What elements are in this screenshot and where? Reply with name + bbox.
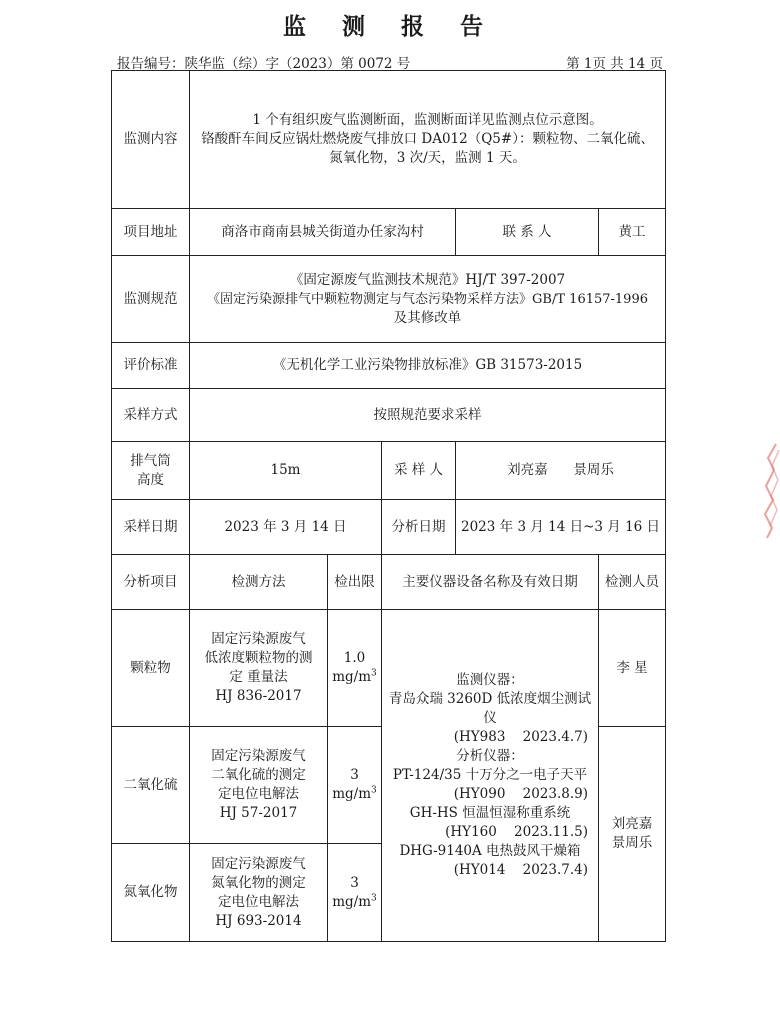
- instrument-line: (HY160 2023.11.5): [445, 824, 588, 840]
- label-monitor-standards: 监测规范: [112, 256, 190, 343]
- limit-value: 3: [350, 874, 359, 891]
- monitor-content-line: 1 个有组织废气监测断面，监测断面详见监测点位示意图。: [252, 112, 603, 128]
- seal-edge-mark: [754, 440, 780, 540]
- method-line: 固定污染源废气: [211, 855, 306, 872]
- value-sampling-method: 按照规范要求采样: [190, 389, 666, 442]
- value-project-address: 商洛市商南县城关街道办任家沟村: [190, 209, 456, 256]
- header-method: 检测方法: [190, 555, 328, 610]
- method-line: 定电位电解法: [218, 893, 299, 910]
- method-line: HJ 836-2017: [215, 688, 302, 704]
- method-line: 固定污染源废气: [211, 631, 306, 647]
- instrument-line: 仪: [483, 710, 497, 726]
- value-contact: 黄工: [599, 209, 666, 256]
- standard-line: 《固定污染源排气中颗粒物测定与气态污染物采样方法》GB/T 16157-1996: [207, 291, 648, 307]
- analysis-item: 颗粒物: [112, 610, 190, 727]
- instrument-line: 分析仪器：: [456, 748, 524, 764]
- analysis-header-row: [112, 555, 666, 610]
- label-stack-height: [112, 442, 190, 500]
- method-line: 定 重量法: [229, 669, 288, 685]
- analysis-row: [112, 610, 666, 727]
- standard-line: 《固定源废气监测技术规范》HJ/T 397-2007: [289, 271, 566, 288]
- value-monitor-content: [190, 71, 666, 209]
- label-analysis-date: 分析日期: [382, 500, 456, 555]
- report-table: [111, 70, 666, 942]
- personnel-name: 景周乐: [611, 835, 653, 851]
- instrument-line: 监测仪器：: [456, 672, 524, 688]
- value-monitor-standards: [190, 256, 666, 343]
- header-analysis-item: 分析项目: [112, 555, 190, 610]
- detection-limit: [328, 844, 382, 942]
- label-monitor-content: 监测内容: [112, 71, 190, 209]
- method-line: HJ 57-2017: [219, 805, 298, 821]
- personnel-1: 李 星: [599, 610, 666, 727]
- method-line: 二氧化硫的测定: [211, 767, 306, 783]
- instrument-line: PT-124/35 十万分之一电子天平: [392, 767, 588, 783]
- analysis-method: [190, 610, 328, 727]
- personnel-2: [599, 727, 666, 942]
- label-evaluation-standard: 评价标准: [112, 343, 190, 389]
- row-project-address: [112, 209, 666, 256]
- detection-limit: [328, 610, 382, 727]
- row-dates: [112, 500, 666, 555]
- label-sampling-date: 采样日期: [112, 500, 190, 555]
- value-sampling-date: 2023 年 3 月 14 日: [190, 500, 382, 555]
- instrument-line: (HY090 2023.8.9): [453, 786, 588, 802]
- analysis-item: 氮氧化物: [112, 844, 190, 942]
- value-analysis-date: 2023 年 3 月 14 日~3 月 16 日: [456, 500, 666, 555]
- value-stack-height: 15m: [190, 442, 382, 500]
- analysis-method: [190, 844, 328, 942]
- analysis-item: 二氧化硫: [112, 727, 190, 844]
- limit-unit: $mg/m^3$: [332, 893, 377, 910]
- stack-label-line: 高度: [137, 471, 164, 488]
- value-sampler: 刘亮嘉 景周乐: [456, 442, 666, 500]
- limit-unit: $mg/m^3$: [332, 785, 377, 802]
- monitor-content-line: 氮氧化物，3 次/天，监测 1 天。: [329, 150, 526, 166]
- header-instruments: 主要仪器设备名称及有效日期: [382, 555, 599, 610]
- limit-value: 1.0: [343, 650, 366, 666]
- value-evaluation-standard: 《无机化学工业污染物排放标准》GB 31573-2015: [190, 343, 666, 389]
- stack-label-line: 排气筒: [130, 452, 171, 469]
- method-line: 定电位电解法: [218, 786, 299, 802]
- detection-limit: [328, 727, 382, 844]
- label-contact: 联 系 人: [456, 209, 599, 256]
- row-evaluation-standard: [112, 343, 666, 389]
- personnel-name: 刘亮嘉: [611, 816, 653, 832]
- instruments-cell: [382, 610, 599, 942]
- header-personnel: 检测人员: [599, 555, 666, 610]
- label-sampler: 采 样 人: [382, 442, 456, 500]
- instrument-line: 青岛众瑞 3260D 低浓度烟尘测试: [388, 691, 592, 707]
- row-monitor-content: [112, 71, 666, 209]
- instrument-line: DHG-9140A 电热鼓风干燥箱: [399, 843, 581, 859]
- row-sampling-method: [112, 389, 666, 442]
- report-number: 报告编号：陕华监（综）字（2023）第 0072 号: [117, 56, 411, 72]
- analysis-method: [190, 727, 328, 844]
- method-line: 氮氧化物的测定: [211, 874, 306, 891]
- label-sampling-method: 采样方式: [112, 389, 190, 442]
- row-monitor-standards: [112, 256, 666, 343]
- limit-unit: $mg/m^3$: [332, 668, 377, 685]
- method-line: HJ 693-2014: [215, 912, 302, 929]
- report-title: 监 测 报 告: [282, 13, 498, 40]
- row-stack-height: [112, 442, 666, 500]
- monitor-content-line: 铬酸酐车间反应锅灶燃烧废气排放口 DA012（Q5#）：颗粒物、二氧化硫、: [201, 131, 654, 147]
- method-line: 固定污染源废气: [211, 748, 306, 764]
- method-line: 低浓度颗粒物的测: [204, 650, 313, 666]
- instrument-line: (HY983 2023.4.7): [453, 729, 588, 745]
- header-detection-limit: 检出限: [328, 555, 382, 610]
- instrument-line: (HY014 2023.7.4): [453, 862, 588, 878]
- instrument-line: GH-HS 恒温恒湿称重系统: [409, 805, 571, 821]
- limit-value: 3: [350, 767, 359, 783]
- standard-line: 及其修改单: [393, 309, 462, 326]
- page-number: 第 1页 共 14 页: [566, 56, 663, 72]
- label-project-address: 项目地址: [112, 209, 190, 256]
